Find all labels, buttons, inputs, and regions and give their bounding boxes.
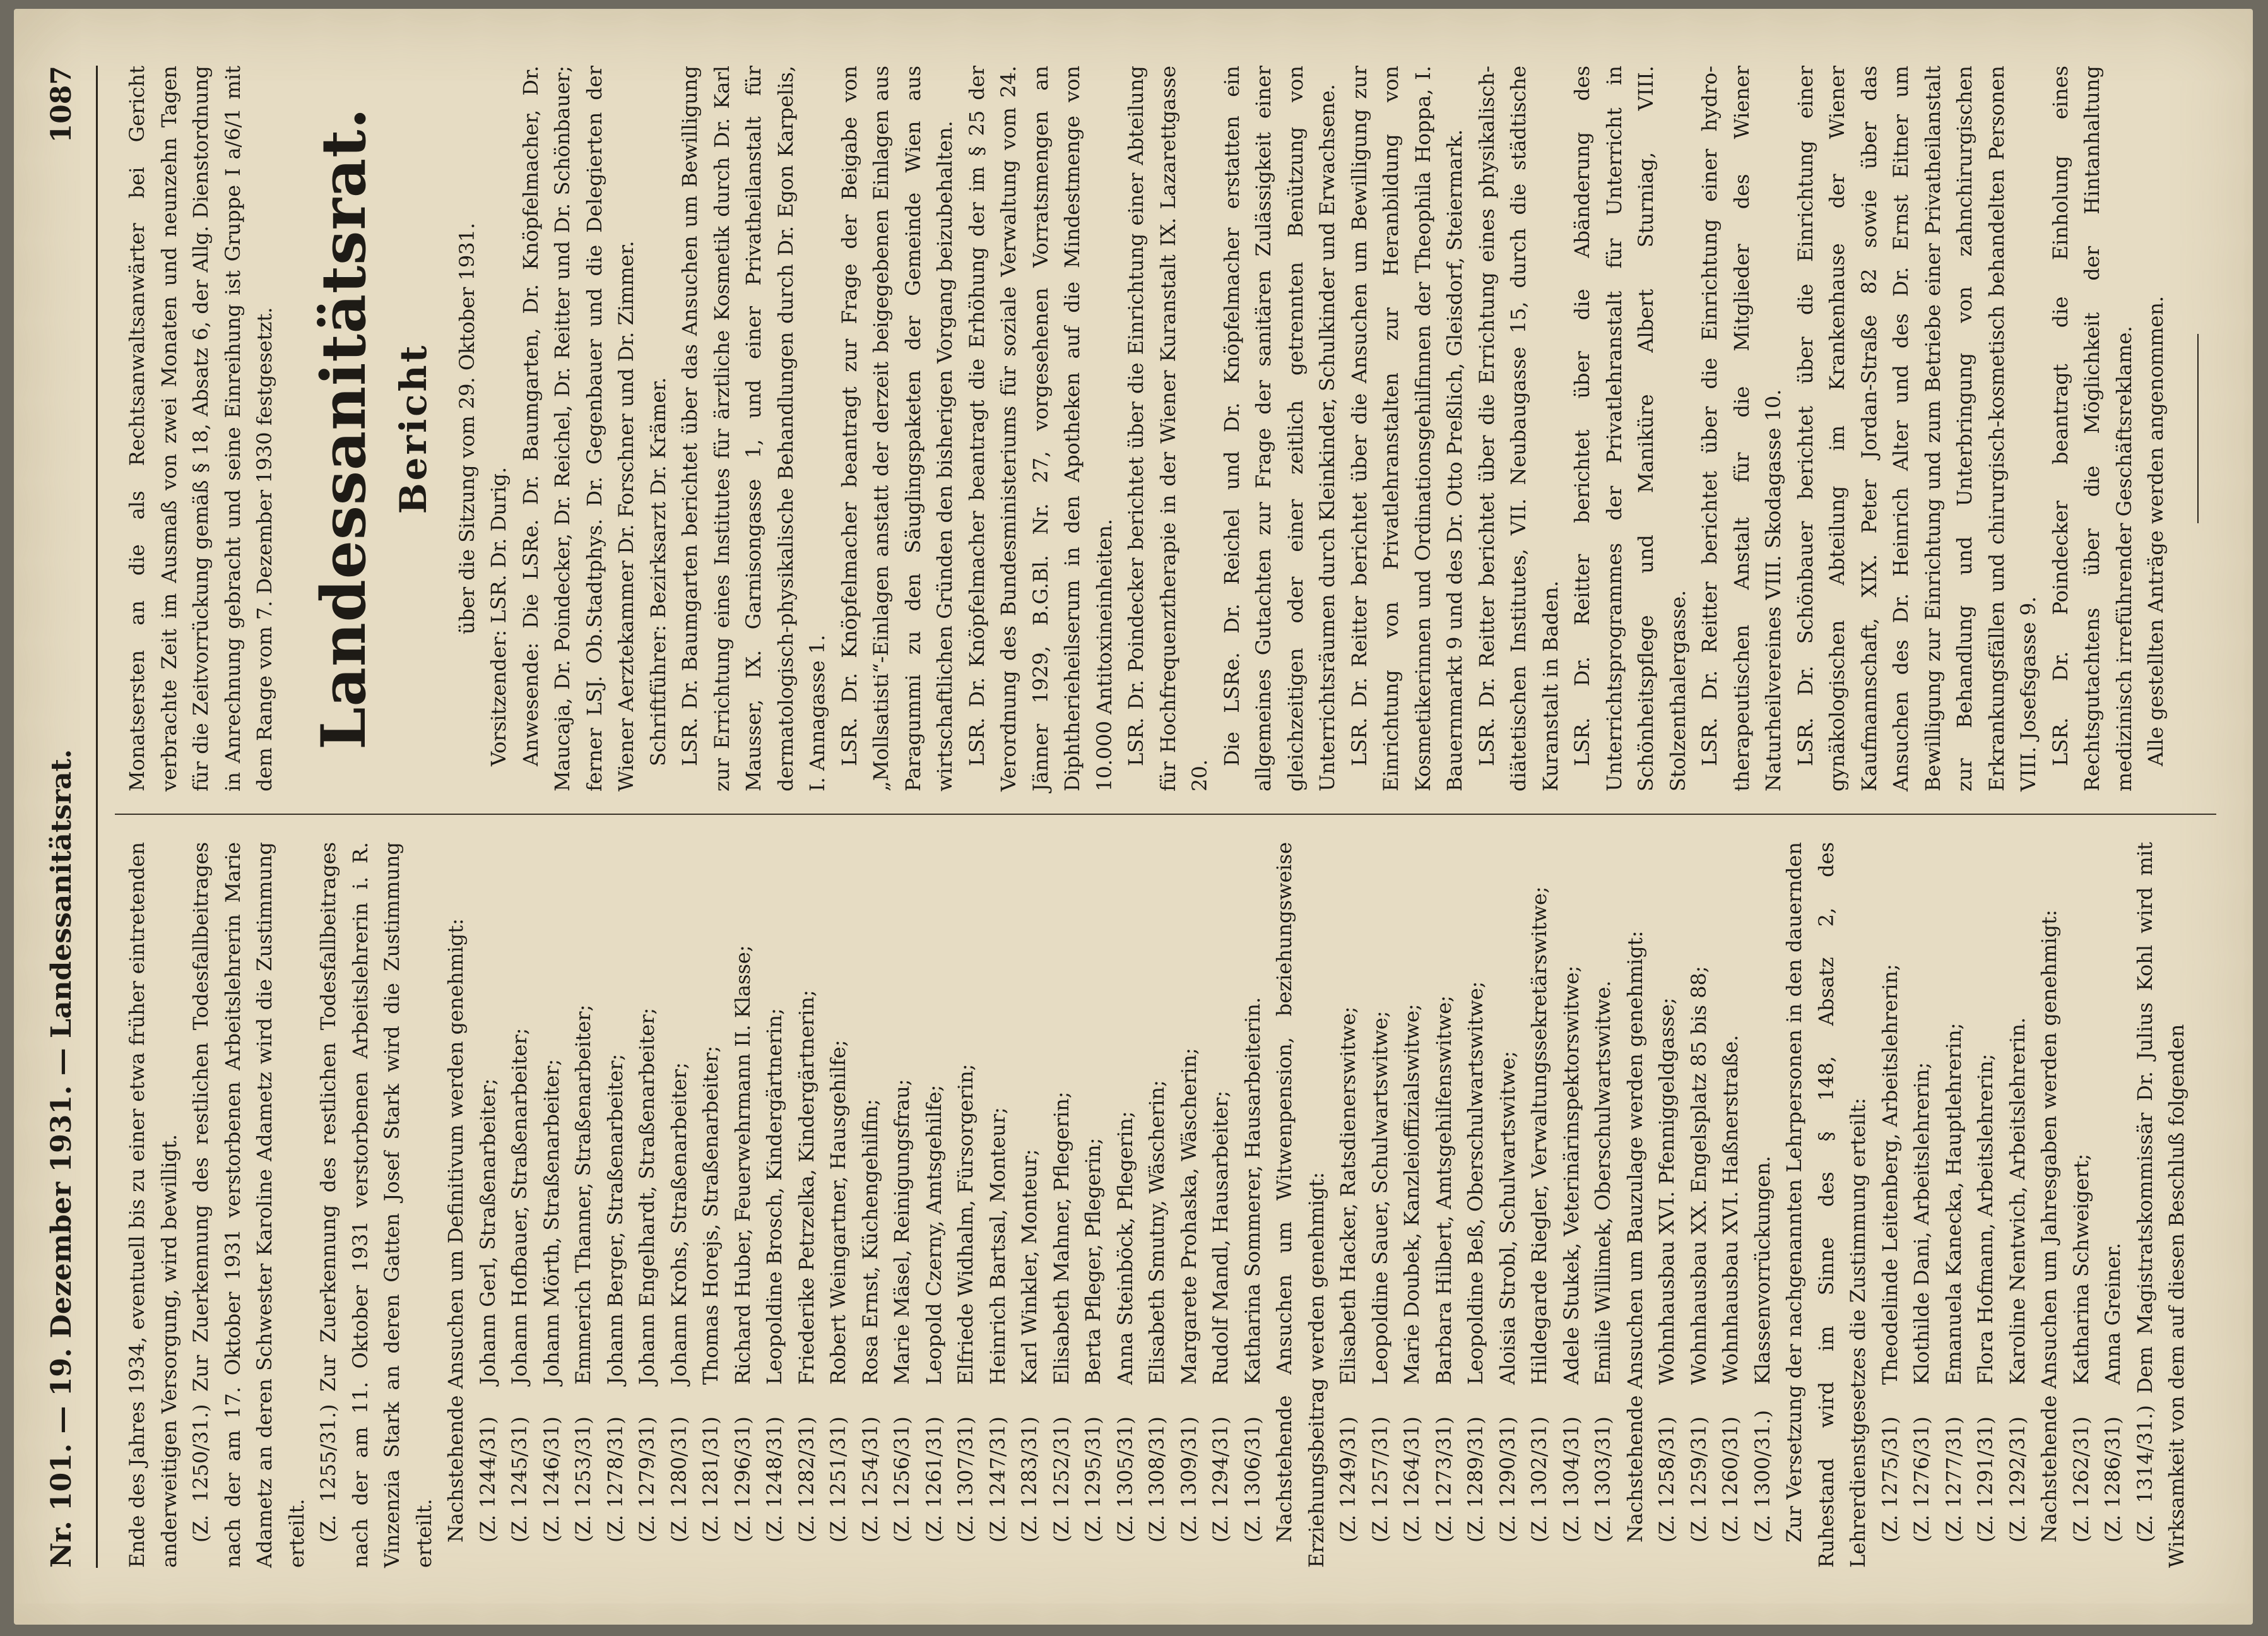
list-item (982, 842, 1014, 1543)
file-number: (Z. 1258/31) (1655, 1416, 1679, 1543)
page-header (39, 66, 98, 1568)
paragraph: LSR. Dr. Reitter berichtet über die Ansuchen um Bewilligung zur Einrichtung von Privatlehranstalten zur Heranbildung von Kosmetikerinnen und Ordinationsgehilfinnen der Theophila Hoppa, I. Bauernmarkt 9 und des Dr. Otto Preßlich, Gleisdorf, Steiermark. (1347, 66, 1467, 791)
paragraph: LSR. Dr. Knöpfelmacher beantragt zur Frage der Beigabe von „Mollsatisti“-Einlagen anstatt der derzeit beigegebenen Einlagen aus Paragummi zu den Säuglingspaketen der Gemeinde Wien aus wirtschaftlichen Gründen den bisherigen Vorgang beizubehalten. (837, 66, 957, 791)
file-number: (Z. 1253/31) (571, 1416, 595, 1543)
list-item (599, 842, 632, 1543)
entry-text: Friederike Petrzelka, Kindergärtnerin; (794, 990, 818, 1385)
file-number: (Z. 1291/31) (1973, 1416, 1997, 1543)
paragraph: Zur Versetzung der nachgenannten Lehrpersonen in den dauernden Ruhestand wird im Sinne des § 148, Absatz 2, des Lehrerdienstgesetzes die Zustimmung erteilt: (1782, 842, 1870, 1568)
paragraph: LSR. Dr. Poindecker beantragt die Einholung eines Rechtsgutachtens über die Möglichkeit der Hintanhaltung medizinisch irreführender Geschäftsreklame. (2048, 66, 2136, 791)
paragraph: Nachstehende Ansuchen um Definitivum werden genehmigt: (444, 918, 468, 1543)
paragraph: LSR. Dr. Reitter berichtet über die Abänderung des Unterrichtsprogrammes der Privatlehranstalt für Unterricht in Schönheitspflege und Maniküre Albert Sturniag, VIII. Stolzenthalergasse. (1570, 66, 1690, 791)
list-item (1046, 842, 1078, 1543)
file-number: (Z. 1282/31) (794, 1416, 818, 1543)
file-number: (Z. 1302/31) (1527, 1416, 1551, 1543)
entry-text: Adele Stukek, Veterinärinspektorswitwe; (1559, 965, 1583, 1385)
entry-text: Flora Hofmann, Arbeitslehrerin; (1973, 1053, 1997, 1385)
entry-text: Karl Winkler, Monteur; (1017, 1149, 1041, 1385)
list-item (2002, 842, 2034, 1543)
list-item (695, 842, 727, 1543)
list-item (663, 842, 695, 1543)
entry-text: Emilie Willimek, Oberschulwartswitwe. (1591, 980, 1615, 1385)
entry-text: Heinrich Bartsal, Monteur; (985, 1107, 1010, 1385)
entry-text: Emanuela Kanecka, Hauptlehrerin; (1941, 1022, 1966, 1385)
entry-text: Karoline Nentwich, Arbeitslehrerin. (2005, 1017, 2029, 1385)
class-advancement-list (1747, 842, 1779, 1543)
file-number: (Z. 1278/31) (603, 1416, 627, 1543)
entry-text: Johann Hofbauer, Straßenarbeiter; (507, 1028, 531, 1385)
list-item (567, 842, 599, 1543)
list-item (536, 842, 568, 1543)
list-item (1460, 842, 1492, 1543)
entry-text: Marie Doubek, Kanzleioffizialswitwe; (1400, 1004, 1424, 1385)
list-item (1747, 842, 1779, 1543)
file-number: (Z. 1307/31) (954, 1416, 977, 1543)
paragraph: (Z. 1250/31.) Zur Zuerkennung des restlichen Todesfallbeitrages nach der am 17. Oktober 1931 verstorbenen Arbeitslehrerin Marie Adametz an deren Schwester Karoline Adametz wird die Zustimmung erteilt. (189, 842, 309, 1568)
list-item (1332, 842, 1364, 1543)
file-number: (Z. 1260/31) (1718, 1416, 1742, 1543)
list-item (1364, 842, 1397, 1543)
paragraph: Monatsersten an die als Rechtsanwaltsanwärter bei Gericht verbrachte Zeit im Ausmaß von zwei Monaten und neunzehn Tagen für die Zeitvorrückung gemäß § 18, Absatz 6, der Allg. Dienstordnung in Anrechnung gebracht und seine Einreihung ist Gruppe I a/6/1 mit dem Range vom 7. Dezember 1930 festgesetzt. (125, 66, 276, 791)
paragraph: Nachstehende Ansuchen um Jahresgaben werden genehmigt: (2037, 910, 2061, 1543)
entry-text: Katharina Schweigert; (2069, 1153, 2093, 1385)
paragraph: Nachstehende Ansuchen um Bauzulage werden genehmigt: (1622, 930, 1647, 1543)
list-item (1715, 842, 1747, 1543)
entry-text: Hildegarde Riegler, Verwaltungssekretärswitwe; (1527, 886, 1551, 1385)
annual-gift-list (2065, 842, 2129, 1543)
list-item (822, 842, 854, 1543)
file-number: (Z. 1264/31) (1400, 1416, 1424, 1543)
entry-text: Thomas Horejs, Straßenarbeiter; (699, 1045, 723, 1385)
newspaper-page (14, 9, 2253, 1625)
entry-text: Klassenvorrückungen. (1750, 1156, 1775, 1385)
entry-text: Johann Engelhardt, Straßenarbeiter; (635, 1007, 659, 1385)
list-item (1906, 842, 1938, 1543)
list-item (727, 842, 759, 1543)
file-number: (Z. 1303/31) (1591, 1416, 1615, 1543)
paragraph: Anwesende: Die LSRe. Dr. Baumgarten, Dr. Knöpfelmacher, Dr. Maucaja, Dr. Poindecker, Dr. Reichel, Dr. Reitter und Dr. Schönbauer; ferner LSJ. Ob.Stadtphys. Dr. Gegenbauer und die Delegierten der Wiener Aerztekammer Dr. Forschner und Dr. Zimmer. (518, 66, 638, 791)
entry-text: Wohnhausbau XVI. Haßnerstraße. (1718, 1034, 1742, 1385)
file-number: (Z. 1305/31) (1113, 1416, 1137, 1543)
list-item (1970, 842, 2002, 1543)
entry-text: Marie Mäsel, Reinigungsfrau; (890, 1079, 914, 1385)
right-column (121, 66, 2199, 791)
paragraph: LSR. Dr. Schönbauer berichtet über die Einrichtung einer gynäkologischen Abteilung im Krankenhause der Wiener Kaufmannschaft, XIX. Peter Jordan-Straße 82 sowie über das Ansuchen des Dr. Heinrich Alter und des Dr. Ernst Eitner um Bewilligung zur Einrichtung und zum Betriebe einer Privatheilanstalt zur Behandlung und Unterbringung von zahnchirurgischen Erkrankungsfällen und chirurgisch-kosmetisch behandelten Personen VIII. Josefsgasse 9. (1793, 66, 2040, 791)
list-item (504, 842, 536, 1543)
file-number: (Z. 1261/31) (921, 1416, 946, 1543)
entry-text: Elisabeth Mahner, Pflegerin; (1049, 1091, 1073, 1385)
building-allowance-list (1651, 842, 1747, 1543)
file-number: (Z. 1286/31) (2101, 1416, 2125, 1543)
entry-text: Elfriede Widhalm, Fürsorgerin; (954, 1064, 977, 1385)
paragraph: LSR. Dr. Poindecker berichtet über die Einrichtung einer Abteilung für Hochfrequenztherapie in der Wiener Kuranstalt IX. Lazarettgasse 20. (1124, 66, 1212, 791)
paragraph: Vorsitzender: LSR. Dr. Durig. (487, 466, 511, 766)
file-number: (Z. 1300/31.) (1750, 1409, 1775, 1543)
entry-text: Rudolf Mandl, Hausarbeiter; (1208, 1090, 1232, 1385)
paragraph: LSR. Dr. Baumgarten berichtet über das Ansuchen um Bewilligung zur Errichtung eines Institutes für ärztliche Kosmetik durch Dr. Karl Mausser, IX. Garnisongasse 1, und einer Privatheilanstalt für dermatologisch-physikalische Behandlungen durch Dr. Egon Karpelis, I. Annagasse 1. (678, 66, 829, 791)
header-issue-date: Nr. 101. — 19. Dezember 1931. — Landessanitätsrat. (45, 749, 78, 1568)
file-number: (Z. 1292/31) (2005, 1416, 2029, 1543)
list-item (1683, 842, 1715, 1543)
list-item (1396, 842, 1428, 1543)
file-number: (Z. 1309/31) (1176, 1416, 1201, 1543)
list-item (1173, 842, 1205, 1543)
file-number: (Z. 1262/31) (2069, 1416, 2093, 1543)
file-number: (Z. 1249/31) (1336, 1416, 1360, 1543)
entry-text: Wohnhausbau XX. Engelsplatz 85 bis 88; (1686, 966, 1711, 1385)
column-divider (115, 814, 2216, 815)
file-number: (Z. 1306/31) (1240, 1416, 1265, 1543)
section-end-rule (2197, 334, 2199, 523)
entry-text: Theodelinde Leitenberg, Arbeitslehrerin; (1877, 964, 1902, 1385)
list-item (1587, 842, 1619, 1543)
file-number: (Z. 1252/31) (1049, 1416, 1073, 1543)
list-item (1205, 842, 1237, 1543)
entry-text: Leopold Czerny, Amtsgehilfe; (921, 1084, 946, 1385)
paragraph: Die LSRe. Dr. Reichel und Dr. Knöpfelmacher erstatten ein allgemeines Gutachten zur Frage der sanitären Zulässigkeit einer gleichzeitigen oder einer zeitlich getrennten Benützung von Unterrichtsräumen durch Kleinkinder, Schulkinder und Erwachsene. (1219, 66, 1339, 791)
entry-text: Robert Weingartner, Hausgehilfe; (826, 1040, 850, 1385)
list-item (1013, 842, 1046, 1543)
list-item (791, 842, 823, 1543)
list-item (1492, 842, 1524, 1543)
file-number: (Z. 1290/31) (1495, 1416, 1520, 1543)
list-item (918, 842, 950, 1543)
file-number: (Z. 1308/31) (1145, 1416, 1169, 1543)
entry-text: Margarete Prohaska, Wäscherin; (1176, 1048, 1201, 1385)
list-item (472, 842, 504, 1543)
section-title: Landessanitätsrat. (307, 107, 379, 750)
widow-pension-list (1332, 842, 1619, 1543)
list-item (2065, 842, 2098, 1543)
list-item (1428, 842, 1460, 1543)
paragraph: LSR. Dr. Knöpfelmacher beantragt die Erhöhung der im § 25 der Verordnung des Bundesministeriums für soziale Verwaltung vom 24. Jänner 1929, B.G.Bl. Nr. 27, vorgesehenen Vorratsmengen an Diphtherieheilserum in den Apotheken auf die Mindestmenge von 10.000 Antitoxineinheiten. (964, 66, 1116, 791)
entry-text: Rosa Ernst, Küchengehilfin; (858, 1098, 882, 1385)
file-number: (Z. 1248/31) (762, 1416, 786, 1543)
entry-text: Barbara Hilbert, Amtsgehilfenswitwe; (1431, 995, 1456, 1385)
retirement-list (1874, 842, 2034, 1543)
entry-text: Anna Greiner. (2101, 1242, 2125, 1385)
file-number: (Z. 1254/31) (858, 1416, 882, 1543)
list-item (886, 842, 918, 1543)
file-number: (Z. 1277/31) (1941, 1416, 1966, 1543)
file-number: (Z. 1276/31) (1910, 1416, 1934, 1543)
list-item (1077, 842, 1109, 1543)
entry-text: Leopoldine Brosch, Kindergärtnerin; (762, 1008, 786, 1385)
list-item (1109, 842, 1142, 1543)
paragraph: Ende des Jahres 1934, eventuell bis zu einer etwa früher eintretenden anderweitigen Versorgung, wird bewilligt. (125, 842, 181, 1568)
rotated-page-content (14, 9, 2253, 1625)
paragraph: Nachstehende Ansuchen um Witwenpension, beziehungsweise Erziehungsbeitrag werden genehmigt: (1272, 842, 1328, 1568)
paragraph: (Z. 1255/31.) Zur Zuerkennung des restlichen Todesfallbeitrages nach der am 11. Oktober 1931 verstorbenen Arbeitslehrerin i. R. Vinzenzia Stark an deren Gatten Josef Stark wird die Zustimmung erteilt. (316, 842, 436, 1568)
session-date: über die Sitzung vom 29. Oktober 1931. (454, 222, 479, 635)
file-number: (Z. 1279/31) (635, 1416, 659, 1543)
file-number: (Z. 1296/31) (730, 1416, 755, 1543)
list-item (1523, 842, 1556, 1543)
entry-text: Elisabeth Smutny, Wäscherin; (1145, 1080, 1169, 1385)
entry-text: Leopoldine Beß, Oberschulwartswitwe; (1463, 981, 1487, 1385)
entry-text: Richard Huber, Feuerwehrmann II. Klasse; (730, 945, 755, 1385)
list-item (759, 842, 791, 1543)
list-item (950, 842, 982, 1543)
file-number: (Z. 1294/31) (1208, 1416, 1232, 1543)
entry-text: Johann Gerl, Straßenarbeiter; (475, 1078, 500, 1385)
list-item (854, 842, 887, 1543)
paragraph: LSR. Dr. Reitter berichtet über die Einrichtung einer hydro-therapeutischen Anstalt für die Mitglieder des Wiener Naturheilvereines VIII. Skodagasse 10. (1698, 66, 1785, 791)
list-item (631, 842, 663, 1543)
entry-text: Aloisia Strobl, Schulwartswitwe; (1495, 1050, 1520, 1385)
entry-text: Wohnhausbau XVI. Pfenniggeldgasse; (1655, 997, 1679, 1385)
file-number: (Z. 1281/31) (699, 1416, 723, 1543)
left-column (121, 842, 2193, 1568)
file-number: (Z. 1283/31) (1017, 1416, 1041, 1543)
list-item (2097, 842, 2129, 1543)
entry-text: Katharina Sommerer, Hausarbeiterin. (1240, 997, 1265, 1385)
section-subtitle: Bericht (391, 343, 435, 514)
entry-text: Johann Mörth, Straßenarbeiter; (539, 1058, 564, 1385)
page-number: 1087 (45, 66, 78, 143)
file-number: (Z. 1304/31) (1559, 1416, 1583, 1543)
file-number: (Z. 1244/31) (475, 1416, 500, 1543)
file-number: (Z. 1273/31) (1431, 1416, 1456, 1543)
entry-text: Berta Pfleger, Pflegerin; (1081, 1137, 1105, 1385)
entry-text: Anna Steinböck, Pflegerin; (1113, 1111, 1137, 1385)
list-item (1237, 842, 1269, 1543)
entry-text: Johann Krohs, Straßenarbeiter; (666, 1062, 691, 1385)
entry-text: Johann Berger, Straßenarbeiter; (603, 1053, 627, 1385)
file-number: (Z. 1295/31) (1081, 1416, 1105, 1543)
file-number: (Z. 1256/31) (890, 1416, 914, 1543)
entry-text: Elisabeth Hacker, Ratsdienerswitwe; (1336, 1006, 1360, 1385)
file-number: (Z. 1257/31) (1367, 1416, 1392, 1543)
paragraph: Schriftführer: Bezirksarzt Dr. Krämer. (646, 377, 670, 766)
definitivum-list (472, 842, 1269, 1543)
paragraph: Alle gestellten Anträge werden angenommen. (2144, 295, 2168, 766)
file-number: (Z. 1246/31) (539, 1416, 564, 1543)
list-item (1874, 842, 1906, 1543)
entry-text: Klothilde Dani, Arbeitslehrerin; (1910, 1062, 1934, 1385)
file-number: (Z. 1251/31) (826, 1416, 850, 1543)
file-number: (Z. 1280/31) (666, 1416, 691, 1543)
entry-text: Leopoldine Sauer, Schulwartswitwe; (1367, 1011, 1392, 1385)
entry-text: Emmerich Thanner, Straßenarbeiter; (571, 1004, 595, 1385)
file-number: (Z. 1289/31) (1463, 1416, 1487, 1543)
file-number: (Z. 1259/31) (1686, 1416, 1711, 1543)
file-number: (Z. 1275/31) (1877, 1416, 1902, 1543)
list-item (1556, 842, 1588, 1543)
file-number: (Z. 1247/31) (985, 1416, 1010, 1543)
paragraph: LSR. Dr. Reitter berichtet über die Errichtung eines physikalisch-diätetischen Institutes, VII. Neubaugasse 15, durch die städtische Kuranstalt in Baden. (1474, 66, 1562, 791)
list-item (1938, 842, 1970, 1543)
list-item (1141, 842, 1173, 1543)
list-item (1651, 842, 1683, 1543)
file-number: (Z. 1245/31) (507, 1416, 531, 1543)
paragraph: (Z. 1314/31.) Dem Magistratskommissär Dr. Julius Kohl wird mit Wirksamkeit von dem auf diesen Beschluß folgenden (2132, 842, 2188, 1568)
